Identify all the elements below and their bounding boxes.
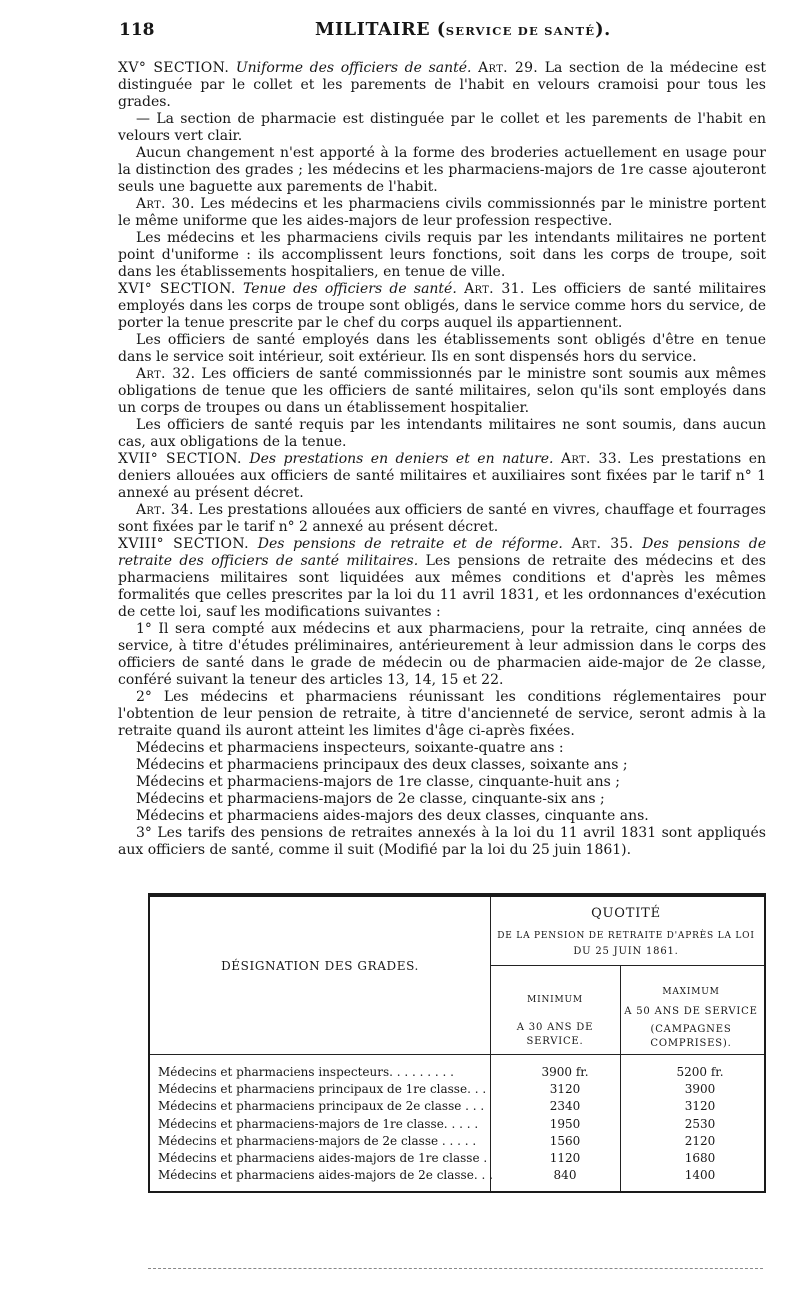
paragraph bbox=[118, 791, 766, 808]
paragraph-text: 3° Les tarifs des pensions de retraites annexés à la loi du 11 avril 1831 sont appliqués aux officiers de santé, comme il suit (Modifié par la loi du 25 juin 1861). bbox=[118, 825, 766, 858]
paragraph bbox=[118, 60, 766, 111]
paragraph-text: Médecins et pharmaciens aides-majors des deux classes, cinquante ans. bbox=[136, 808, 649, 824]
quotite-title: QUOTITÉ bbox=[591, 906, 661, 921]
grade-cell: Médecins et pharmaciens-majors de 2e classe . . . . . bbox=[158, 1133, 477, 1148]
min-sub: A 30 ANS DE SERVICE. bbox=[516, 1022, 594, 1047]
minimum-cell: 1950 bbox=[549, 1116, 581, 1131]
paragraph bbox=[118, 281, 766, 332]
paragraph bbox=[118, 740, 766, 757]
article-number: Art. 34. bbox=[136, 502, 194, 518]
pension-table bbox=[148, 893, 766, 1193]
paragraph-text: Les médecins et les pharmaciens civils commissionnés par le ministre portent le même uniforme que les aides-majors de leur profession respective. bbox=[118, 196, 767, 229]
table-rule-header bbox=[150, 1054, 764, 1055]
title-end: ). bbox=[595, 20, 611, 40]
paragraph bbox=[118, 825, 766, 859]
section-heading: XV° SECTION. bbox=[118, 60, 230, 76]
maximum-cell: 1400 bbox=[684, 1168, 716, 1183]
paragraph bbox=[118, 332, 766, 366]
paragraph bbox=[118, 774, 766, 791]
article-number: Art. 33. bbox=[560, 451, 622, 467]
paragraph bbox=[118, 502, 766, 536]
paragraph-text: 1° Il sera compté aux médecins et aux pharmaciens, pour la retraite, cinq années de service, à titre d'études préliminaires, antérieurement à leur admission dans le corps des officiers de santé dans le grade de médecin ou de pharmacien aide-major de 2e classe, conféré suivant la teneur des articles 13, 14, 15 et 22. bbox=[118, 621, 766, 688]
title-small-caps: SERVICE DE SANTÉ bbox=[445, 24, 596, 38]
paragraph-text: Médecins et pharmaciens inspecteurs, soixante-quatre ans : bbox=[136, 740, 564, 756]
paragraph bbox=[118, 417, 766, 451]
section-title: Des prestations en deniers et en nature. bbox=[249, 451, 554, 467]
grade-cell: Médecins et pharmaciens inspecteurs. . . . . . . . . bbox=[158, 1065, 454, 1079]
maximum-cell: 2120 bbox=[684, 1133, 716, 1148]
article-number: Art. 29. bbox=[478, 60, 539, 76]
paragraph bbox=[118, 451, 766, 502]
paragraph-text: Les officiers de santé requis par les intendants militaires ne sont soumis, dans aucun cas, aux obligations de la tenue. bbox=[118, 417, 766, 450]
section-heading: XVII° SECTION. bbox=[118, 451, 242, 467]
title-main: MILITAIRE ( bbox=[315, 20, 446, 40]
paragraph-text: 2° Les médecins et pharmaciens réunissant les conditions réglementaires pour l'obtention de leur pension de retraite, à titre d'ancienneté de service, seront admis à la retraite quand ils auront atteint les limites d'âge ci-après fixées. bbox=[118, 689, 766, 739]
col-designation: DÉSIGNATION DES GRADES. bbox=[221, 959, 419, 973]
paragraph-text: Les médecins et les pharmaciens civils requis par les intendants militaires ne portent point d'uniforme : ils accomplissent leurs fonctions, soit dans les corps de troupe, soit dans les établissements hospitaliers, en tenue de ville. bbox=[118, 230, 766, 280]
paragraph bbox=[118, 621, 766, 689]
section-title: Des pensions de retraite et de réforme. bbox=[257, 536, 563, 552]
maximum-cell: 5200 fr. bbox=[676, 1065, 724, 1079]
article-number: Art. 35. bbox=[571, 536, 634, 552]
grade-cell: Médecins et pharmaciens-majors de 1re classe. . . . . bbox=[158, 1116, 479, 1131]
table-row bbox=[158, 1099, 758, 1114]
paragraph-text: Les prestations en deniers allouées aux officiers de santé militaires et auxiliaires sont fixées par le tarif n° 1 annexé au présent décret. bbox=[118, 451, 766, 501]
grade-cell: Médecins et pharmaciens aides-majors de 2e classe. . . bbox=[158, 1168, 493, 1183]
paragraph-text: Les pensions de retraite des médecins et des pharmaciens militaires sont liquidées aux mêmes conditions et d'après les mêmes formalités que celles prescrites par la loi du 11 avril 1831, et les ordonnances d'exécution de cette loi, sauf les modifications suivantes : bbox=[118, 553, 766, 620]
maximum-cell: 3900 bbox=[684, 1082, 716, 1097]
paragraph-text: Les officiers de santé militaires employés dans les corps de troupe sont obligés, dans le service comme hors du service, de porter la tenue prescrite par le chef du corps auquel ils appartiennent. bbox=[118, 281, 767, 331]
min-label: MINIMUM bbox=[527, 995, 583, 1005]
max-sub2: (CAMPAGNES COMPRISES). bbox=[650, 1024, 732, 1049]
section-heading: XVIII° SECTION. bbox=[118, 536, 250, 552]
paragraph-text: — La section de pharmacie est distinguée par le collet et les parements de l'habit en velours vert clair. bbox=[118, 111, 766, 144]
max-sub1: A 50 ANS DE SERVICE bbox=[624, 1006, 758, 1017]
quotite-sub2: DU 25 JUIN 1861. bbox=[573, 946, 679, 957]
maximum-cell: 2530 bbox=[684, 1116, 716, 1131]
paragraph bbox=[118, 230, 766, 281]
paragraph-text: Les officiers de santé commissionnés par le ministre sont soumis aux mêmes obligations de tenue que les officiers de santé militaires, selon qu'ils sont employés dans un corps de troupes ou dans un établissement hospitalier. bbox=[118, 366, 767, 416]
section-heading: XVI° SECTION. bbox=[118, 281, 236, 297]
maximum-cell: 3120 bbox=[684, 1099, 716, 1114]
paragraph-text: Médecins et pharmaciens-majors de 2e classe, cinquante-six ans ; bbox=[136, 791, 605, 807]
grade-cell: Médecins et pharmaciens principaux de 2e classe . . . bbox=[158, 1099, 485, 1114]
minimum-cell: 840 bbox=[553, 1168, 577, 1183]
paragraph-text: La section de la médecine est distinguée par le collet et les parements de l'habit en velours cramoisi pour tous les grades. bbox=[118, 60, 767, 110]
paragraph bbox=[118, 111, 766, 145]
paragraph bbox=[118, 689, 766, 740]
grade-cell: Médecins et pharmaciens aides-majors de 1re classe . bbox=[158, 1151, 488, 1165]
paragraph bbox=[118, 536, 766, 621]
minimum-cell: 3120 bbox=[549, 1082, 581, 1097]
paragraph bbox=[118, 145, 766, 196]
quotite-sub1: DE LA PENSION DE RETRAITE D'APRÈS LA LOI bbox=[497, 931, 755, 941]
paragraph bbox=[118, 196, 766, 230]
paragraph bbox=[118, 808, 766, 825]
article-number: Art. 31. bbox=[464, 281, 525, 297]
body-text bbox=[118, 60, 766, 859]
paragraph bbox=[118, 757, 766, 774]
table-row bbox=[158, 1117, 758, 1132]
table-row bbox=[158, 1151, 758, 1166]
section-title: Tenue des officiers de santé. bbox=[243, 281, 457, 297]
page-header bbox=[119, 20, 779, 50]
page-number: 118 bbox=[119, 20, 155, 40]
article-title: Des pensions de retraite des officiers de santé militaires. bbox=[118, 536, 766, 569]
max-label: MAXIMUM bbox=[662, 987, 720, 997]
running-title bbox=[315, 20, 611, 40]
minimum-cell: 3900 fr. bbox=[541, 1065, 589, 1079]
article-number: Art. 30. bbox=[136, 196, 195, 212]
paragraph-text: Aucun changement n'est apporté à la forme des broderies actuellement en usage pour la distinction des grades ; les médecins et les pharmaciens-majors de 1re casse ajouteront seuls une baguette aux parements de l'habit. bbox=[118, 145, 766, 195]
paragraph bbox=[118, 366, 766, 417]
paragraph-text: Médecins et pharmaciens-majors de 1re classe, cinquante-huit ans ; bbox=[136, 774, 620, 790]
section-title: Uniforme des officiers de santé. bbox=[235, 60, 472, 76]
table-row bbox=[158, 1082, 758, 1097]
table-rule-quotite bbox=[490, 965, 764, 966]
table-row bbox=[158, 1134, 758, 1149]
table-row bbox=[158, 1168, 758, 1183]
article-number: Art. 32. bbox=[136, 366, 196, 382]
minimum-cell: 2340 bbox=[549, 1099, 581, 1114]
table-row bbox=[158, 1065, 758, 1080]
maximum-cell: 1680 bbox=[684, 1151, 716, 1165]
grade-cell: Médecins et pharmaciens principaux de 1re classe. . . bbox=[158, 1082, 487, 1097]
minimum-cell: 1120 bbox=[549, 1151, 581, 1165]
paragraph-text: Les officiers de santé employés dans les établissements sont obligés d'être en tenue dans le service soit intérieur, soit extérieur. Ils en sont dispensés hors du service. bbox=[118, 332, 766, 365]
paragraph-text: Les prestations allouées aux officiers de santé en vivres, chauffage et fourrages sont fixées par le tarif n° 2 annexé au présent décret. bbox=[118, 502, 766, 535]
bottom-rule bbox=[148, 1268, 763, 1269]
paragraph-text: Médecins et pharmaciens principaux des deux classes, soixante ans ; bbox=[136, 757, 628, 773]
minimum-cell: 1560 bbox=[549, 1133, 581, 1148]
